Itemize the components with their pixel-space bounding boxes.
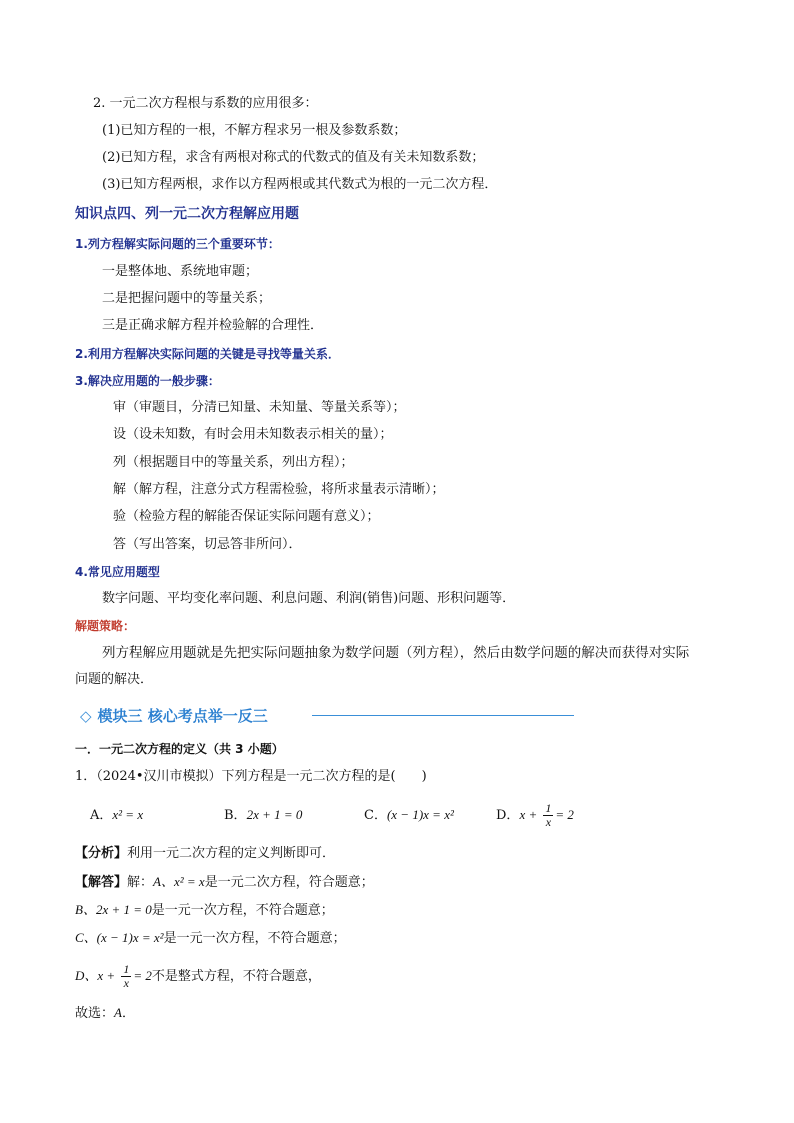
step-key: 列 — [113, 455, 127, 470]
step-shen — [113, 399, 406, 417]
roots-heading: 2. 一元二次方程根与系数的应用很多： — [93, 96, 318, 111]
solution-c — [75, 929, 346, 948]
choice-text: 故选： — [75, 1006, 115, 1021]
solution-expr: 、2x + 1 = 0 — [82, 902, 152, 917]
step-key: 验 — [113, 509, 127, 524]
section-title: 知识点四、列一元二次方程解应用题 — [75, 206, 299, 222]
fraction-denominator: x — [123, 976, 129, 990]
module-title: 模块三 核心考点举一反三 — [97, 707, 268, 725]
answer-intro: 解： — [127, 875, 154, 890]
module-header — [80, 705, 268, 726]
solution-expr-post: = 2 — [133, 968, 152, 983]
option-label: A． — [90, 808, 113, 823]
option-b — [224, 806, 302, 825]
option-c — [364, 806, 454, 825]
fraction — [543, 802, 553, 829]
roots-point-2: (2)已知方程，求含有两根对称式的代数式的值及有关未知数系数； — [102, 150, 485, 165]
final-choice — [75, 1004, 135, 1023]
solution-letter: C — [75, 930, 84, 945]
step-text: （解方程，注意分式方程需检验，将所求量表示清晰）； — [126, 482, 445, 497]
strategy-label: 解题策略： — [75, 619, 136, 633]
solution-text: 是一元一次方程，不符合题意； — [163, 931, 346, 946]
key-link-item: 一是整体地、系统地审题； — [102, 264, 259, 279]
fraction-denominator: x — [545, 815, 552, 829]
module-divider — [312, 715, 574, 716]
step-key: 审 — [113, 400, 127, 415]
solution-letter: B — [75, 902, 83, 917]
step-key: 设 — [113, 427, 127, 442]
option-label: C． — [364, 808, 387, 823]
choice-end: ． — [121, 1006, 135, 1021]
question-stem: 1．（2024•汉川市模拟）下列方程是一元二次方程的是( ) — [75, 769, 427, 784]
step-text: （根据题目中的等量关系，列出方程）； — [126, 455, 354, 470]
option-expr-pre: x + — [519, 807, 538, 822]
step-key: 答 — [113, 537, 127, 552]
topic-title: 一．一元二次方程的定义（共 3 小题） — [75, 742, 284, 756]
diamond-icon: ◇ — [80, 706, 92, 725]
strategy-text: 问题的解决． — [75, 672, 154, 687]
problem-types-text: 数字问题、平均变化率问题、利息问题、利润(销售)问题、形积问题等． — [102, 591, 516, 606]
analysis-line — [75, 845, 335, 863]
fraction — [121, 963, 131, 990]
solution-text: 不是整式方程，不符合题意， — [151, 969, 321, 984]
problem-types-heading: 4.常见应用题型 — [75, 565, 160, 579]
option-expr: x² = x — [112, 807, 144, 822]
answer-line — [75, 873, 374, 892]
step-da — [113, 536, 302, 554]
solution-d — [75, 960, 321, 993]
key-point-heading: 2.利用方程解决实际问题的关键是寻找等量关系． — [75, 347, 340, 361]
solution-b — [75, 901, 334, 920]
solution-expr: 、(x − 1)x = x² — [83, 930, 164, 945]
option-d — [496, 800, 574, 831]
fraction-numerator: 1 — [123, 962, 130, 976]
solution-letter: A — [153, 874, 161, 889]
option-expr-post: = 2 — [555, 807, 574, 822]
step-yan — [113, 508, 380, 526]
key-link-item: 二是把握问题中的等量关系； — [102, 291, 272, 306]
roots-point-1: (1)已知方程的一根，不解方程求另一根及参数系数； — [102, 123, 407, 138]
option-a — [90, 806, 143, 825]
key-links-heading: 1.列方程解实际问题的三个重要环节： — [75, 237, 280, 251]
step-text: （审题目，分清已知量、未知量、等量关系等）； — [126, 400, 406, 415]
option-expr: (x − 1)x = x² — [386, 807, 454, 822]
solution-expr: 、x² = x — [160, 874, 205, 889]
analysis-text: 利用一元二次方程的定义判断即可． — [127, 846, 336, 861]
solution-letter: D — [75, 968, 85, 983]
choice-letter: A — [114, 1005, 122, 1020]
step-jie — [113, 481, 445, 499]
step-text: （写出答案，切忌答非所问）． — [126, 537, 302, 552]
answer-label: 【解答】 — [75, 875, 128, 890]
strategy-text: 列方程解应用题就是先把实际问题抽象为数学问题（列方程），然后由数学问题的解决而获得对实际 — [102, 645, 690, 661]
solution-expr-pre: 、x + — [84, 968, 116, 983]
solution-text: 是一元一次方程，不符合题意； — [151, 903, 334, 918]
steps-heading: 3.解决应用题的一般步骤： — [75, 374, 220, 388]
step-key: 解 — [113, 482, 127, 497]
solution-text: 是一元二次方程，符合题意； — [204, 875, 374, 890]
option-expr: 2x + 1 = 0 — [246, 807, 303, 822]
fraction-numerator: 1 — [545, 801, 552, 815]
step-she — [113, 426, 393, 444]
roots-point-3: (3)已知方程两根，求作以方程两根或其代数式为根的一元二次方程． — [102, 177, 498, 192]
option-label: B． — [224, 808, 247, 823]
step-text: （检验方程的解能否保证实际问题有意义）； — [126, 509, 380, 524]
step-text: （设未知数，有时会用未知数表示相关的量）； — [126, 427, 393, 442]
step-lie — [113, 454, 354, 472]
option-label: D． — [496, 808, 520, 823]
key-link-item: 三是正确求解方程并检验解的合理性． — [102, 318, 324, 333]
analysis-label: 【分析】 — [75, 846, 128, 861]
